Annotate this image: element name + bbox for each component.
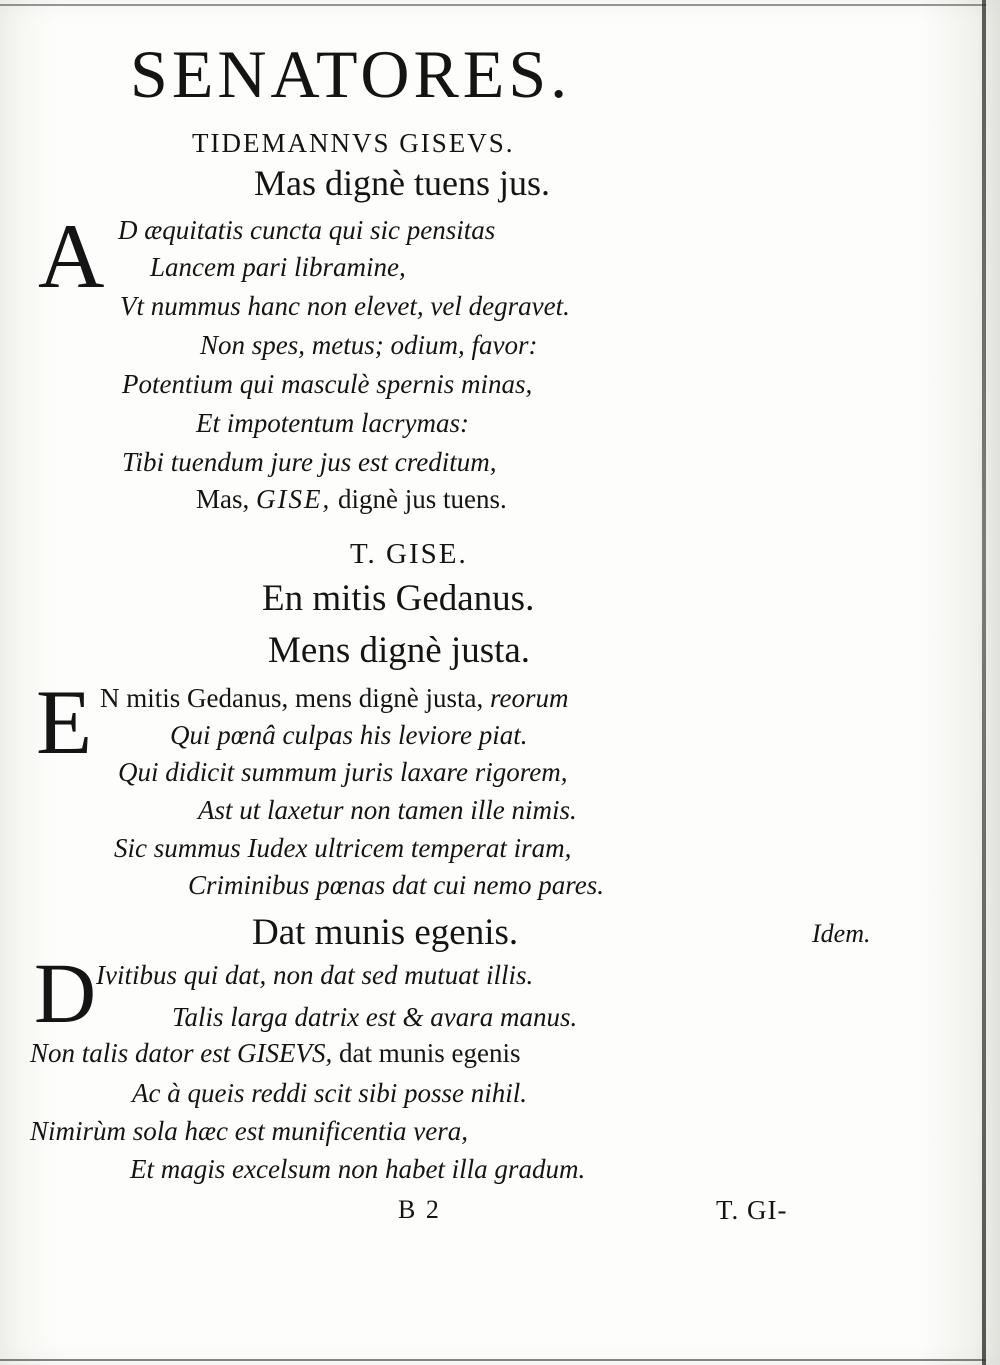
poem2-line4: Ast ut laxetur non tamen ille nimis.: [198, 795, 577, 825]
drop-cap-a: A: [38, 205, 105, 307]
page-edge-bottom: [0, 1359, 986, 1361]
closing-pre: Mas,: [196, 484, 256, 514]
poem2-line3: Qui didicit summum juris laxare rigorem,: [118, 757, 568, 787]
page-edge-right: [982, 0, 986, 1365]
page-edge-top: [0, 4, 986, 6]
poem2-line1-roman: N mitis Gedanus, mens dignè justa,: [100, 683, 490, 713]
poem3-line2: Talis larga datrix est & avara manus.: [172, 1002, 578, 1032]
poem3-line4: Ac à queis reddi scit sibi posse nihil.: [132, 1078, 527, 1108]
anagram-heading-2: Mens dignè justa.: [268, 630, 531, 671]
page-title: SENATORES.: [130, 36, 572, 112]
poem3-line3-roman: dat munis egenis: [332, 1038, 521, 1068]
closing-post: dignè jus tuens.: [331, 484, 507, 514]
poem1-line7: Tibi tuendum jure jus est creditum,: [122, 447, 497, 477]
motto-heading-3: Dat munis egenis.: [252, 912, 519, 953]
poem3-line3-italic: Non talis dator est GISEVS,: [30, 1038, 333, 1068]
signature-mark: B 2: [398, 1195, 441, 1224]
section-subhead: T. GISE.: [350, 538, 468, 570]
closing-name: GISE,: [256, 484, 332, 514]
poem2-line2: Qui pœnâ culpas his leviore piat.: [170, 720, 528, 750]
poem1-line1: D æquitatis cuncta qui sic pensitas: [118, 215, 496, 245]
poem3-line6: Et magis excelsum non habet illa gradum.: [130, 1154, 586, 1184]
drop-cap-d: D: [34, 945, 97, 1041]
poem1-line3: Vt nummus hanc non elevet, vel degravet.: [120, 291, 570, 321]
poem2-line5: Sic summus Iudex ultricem temperat iram,: [114, 833, 572, 863]
poem3-line5: Nimirùm sola hæc est munificentia vera,: [30, 1116, 468, 1146]
idem-note: Idem.: [812, 919, 871, 948]
poem1-line5: Potentium qui masculè spernis minas,: [122, 369, 533, 399]
motto-heading: Mas dignè tuens jus.: [254, 163, 550, 203]
poem1-line6: Et impotentum lacrymas:: [196, 408, 469, 438]
poem1-closing: [196, 486, 507, 513]
poem2-line1: [100, 685, 568, 712]
poem2-line1-italic: reorum: [489, 683, 569, 713]
poem1-line2: Lancem pari libramine,: [150, 252, 406, 282]
catchword: T. GI-: [716, 1195, 788, 1225]
senator-name: TIDEMANNVS GISEVS.: [192, 128, 515, 158]
poem3-line1: Ivitibus qui dat, non dat sed mutuat illis.: [96, 960, 534, 990]
drop-cap-e: E: [36, 671, 93, 773]
poem1-line4: Non spes, metus; odium, favor:: [200, 330, 538, 360]
poem2-line6: Criminibus pœnas dat cui nemo pares.: [188, 870, 605, 900]
anagram-heading-1: En mitis Gedanus.: [262, 578, 535, 619]
poem3-line3: [30, 1040, 520, 1067]
